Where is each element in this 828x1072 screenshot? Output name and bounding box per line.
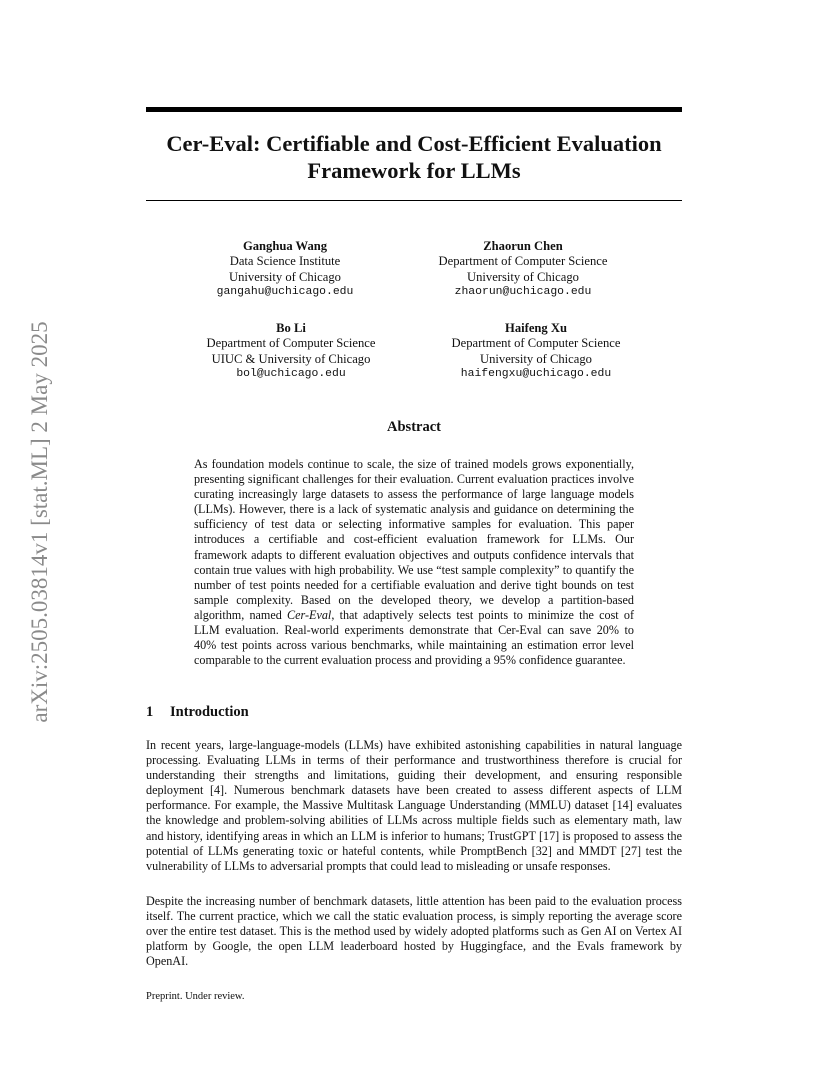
section-number: 1 [146,704,154,720]
arxiv-sidebar-stamp: arXiv:2505.03814v1 [stat.ML] 2 May 2025 [27,321,52,723]
author-affiliation: University of Chicago [480,351,592,366]
author-name: Haifeng Xu [505,321,567,335]
author-block [403,239,643,300]
section-title: Introduction [170,704,249,720]
author-email: gangahu@uchicago.edu [216,285,354,298]
author-affiliation: Department of Computer Science [206,336,376,351]
author-affiliation: University of Chicago [467,269,579,284]
author-affiliation: UIUC & University of Chicago [211,351,371,366]
body-paragraph: Despite the increasing number of benchmark datasets, little attention has been paid to the evaluation process itself. The current practice, which we call the static evaluation process, is simply reporting the average score over the entire test dataset. This is the method used by widely adopted platforms such as Gen AI on Vertex AI platform by Google, the open LLM leaderboard hosted by Huggingface, and the Evals framework by OpenAI. [146,894,682,969]
abstract-text-part: As foundation models continue to scale, the size of trained models grows exponentially, presenting significant challenges for their evaluation. Current evaluation practices involve curating increasingly large datasets to assess the performance of large language models (LLMs). However, there is a lack of systematic analysis and guidance on determining the sufficiency of test data or selecting informative samples for evaluation. This paper introduces a certifiable and cost-efficient evaluation framework for LLMs. Our framework adapts to different evaluation objectives and outputs confidence intervals that contain true values with high probability. We use “test sample complexity” to quantify the number of test points needed for a certifiable evaluation and derive tight bounds on test sample complexity. Based on the developed theory, we develop a partition-based algorithm, named [194,457,634,622]
author-affiliation: University of Chicago [229,269,341,284]
author-email: bol@uchicago.edu [236,367,346,380]
section-heading [146,704,249,721]
author-name: Bo Li [276,321,306,335]
author-name: Zhaorun Chen [483,239,563,253]
abstract-text-part: , that adaptively selects test points to minimize the cost of LLM evaluation. Real-world experiments demonstrate that Cer-Eval can save 20% to 40% test points across various benchmarks, while maintaining an estimation error level comparable to the current evaluation process and providing a 95% confidence guarantee. [194,607,635,668]
title-bottom-rule [146,200,682,201]
author-email: haifengxu@uchicago.edu [460,367,612,380]
method-name: Cer-Eval [287,607,332,622]
body-paragraph: In recent years, large-language-models (LLMs) have exhibited astonishing capabilities in natural language processing. Evaluating LLMs in terms of their performance and trustworthiness therefore is crucial for understanding their strengths and limitations, guiding their development, and ensuring responsible deployment [4]. Numerous benchmark datasets have been created to assess different aspects of LLM performance. For example, the Massive Multitask Language Understanding (MMLU) dataset [14] evaluates the knowledge and problem-solving abilities of LLMs across multiple fields such as elementary math, law and history, identifying areas in which an LLM is inferior to humans; TrustGPT [17] is proposed to assess the potential of LLMs generating toxic or hateful contents, while PromptBench [32] and MMDT [27] test the vulnerability of LLMs to adversarial prompts that could lead to misleading or unsafe responses. [146,738,682,873]
title-top-rule [146,107,682,112]
author-block [171,321,411,382]
author-affiliation: Department of Computer Science [438,254,608,269]
author-block [165,239,405,300]
abstract-heading: Abstract [387,419,441,435]
author-affiliation: Department of Computer Science [451,336,621,351]
abstract-text [194,457,634,668]
paper-title: Cer-Eval: Certifiable and Cost-Efficient Evaluation Framework for LLMs [166,131,662,183]
footer-note: Preprint. Under review. [146,991,245,1002]
author-affiliation: Data Science Institute [229,254,341,269]
author-name: Ganghua Wang [242,239,328,253]
author-email: zhaorun@uchicago.edu [454,285,592,298]
author-block [416,321,656,382]
